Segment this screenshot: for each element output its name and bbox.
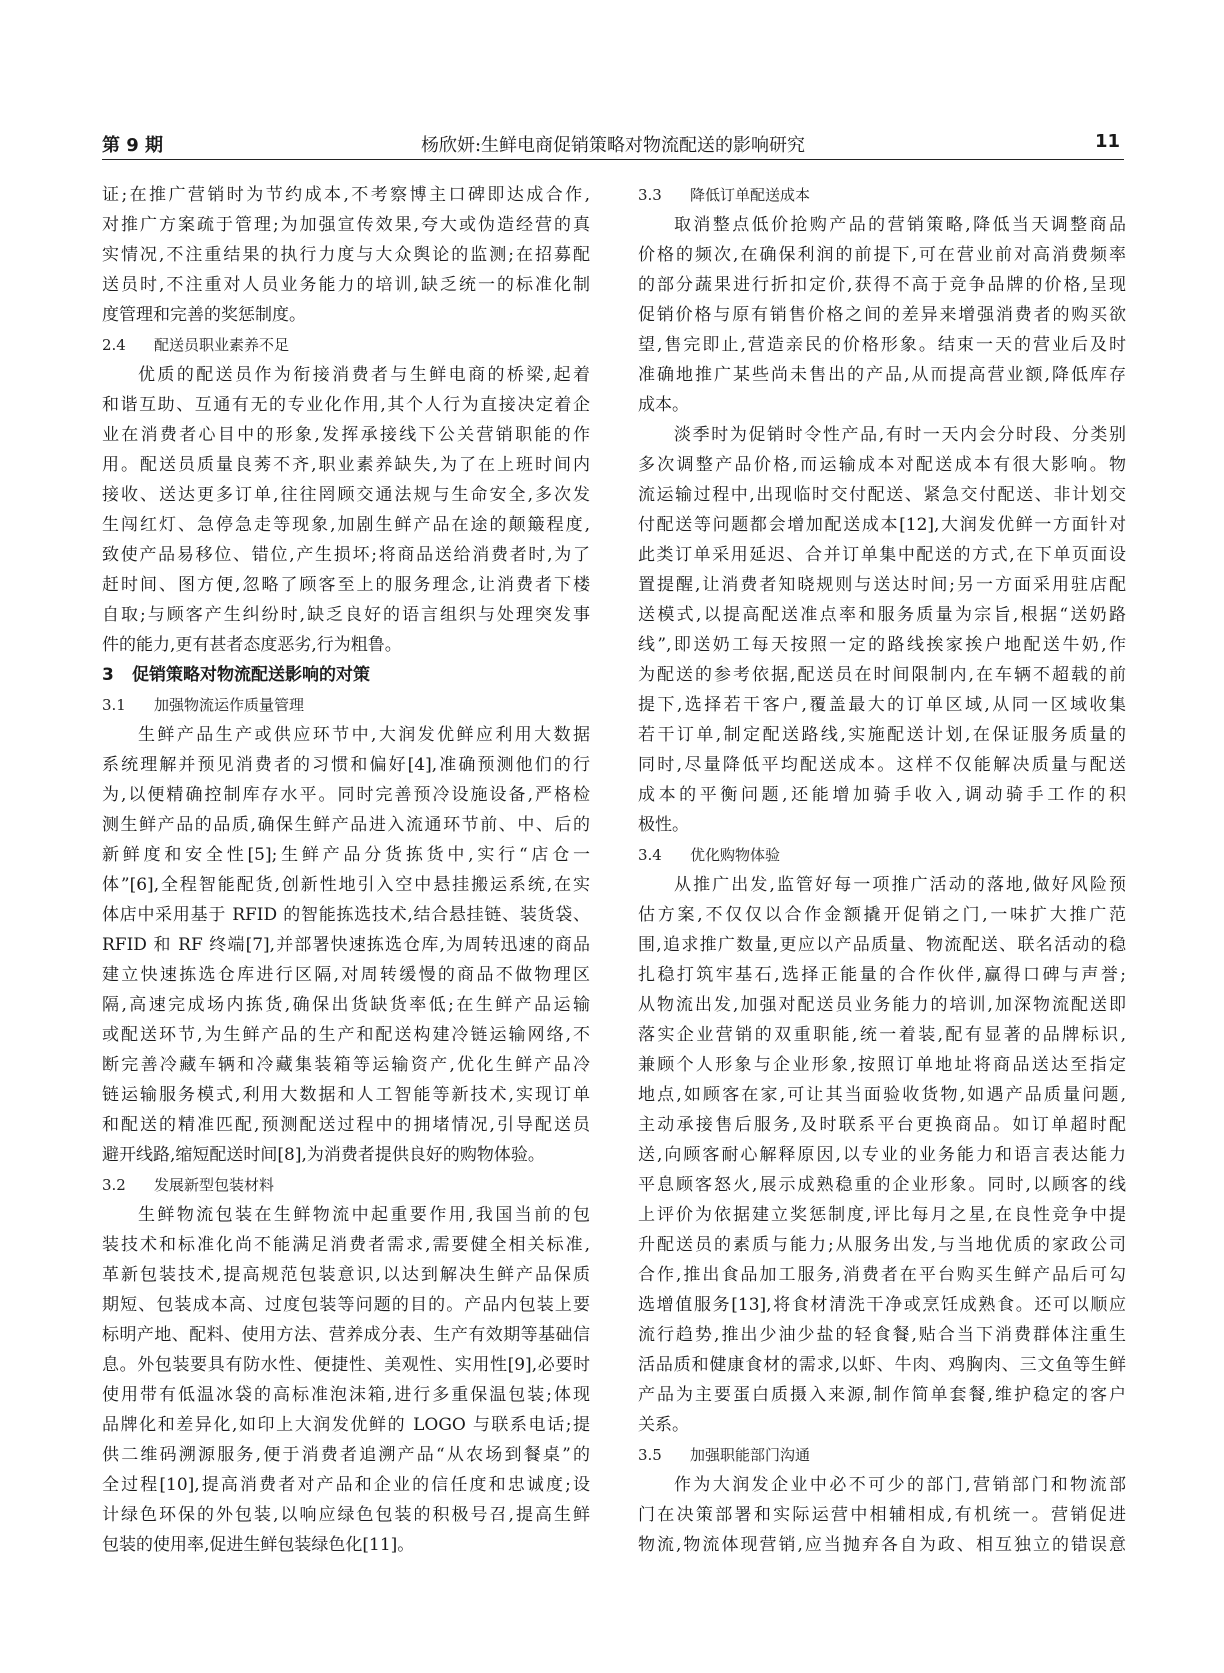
section-title: 降低订单配送成本	[690, 186, 811, 204]
body-text-line: 避开线路,缩短配送时间[8],为消费者提供良好的购物体验。	[102, 1145, 545, 1165]
body-text-line: 围,追求推广数量,更应以产品质量、物流配送、联名活动的稳	[638, 935, 1126, 955]
body-text-line: 为配送的参考依据,配送员在时间限制内,在车辆不超载的前	[638, 665, 1126, 685]
section-number: 3.1	[102, 696, 126, 714]
body-text-line: 极性。	[638, 815, 689, 835]
body-text-line: 或配送环节,为生鲜产品的生产和配送构建冷链运输网络,不	[102, 1025, 590, 1045]
body-text-line: 生闯红灯、急停急走等现象,加剧生鲜产品在途的颠簸程度,	[102, 515, 590, 535]
body-text-line: 业在消费者心目中的形象,发挥承接线下公关营销职能的作	[102, 425, 590, 445]
body-text-line: 期短、包装成本高、过度包装等问题的目的。产品内包装上要	[102, 1295, 590, 1315]
body-text-line: 提下,选择若干客户,覆盖最大的订单区域,从同一区域收集	[638, 695, 1126, 715]
body-text-line: 品牌化和差异化,如印上大润发优鲜的 LOGO 与联系电话;提	[102, 1415, 590, 1435]
body-text-line: 门在决策部署和实际运营中相辅相成,有机统一。营销促进	[638, 1505, 1126, 1525]
body-text-line: 赶时间、图方便,忽略了顾客至上的服务理念,让消费者下楼	[102, 575, 590, 595]
body-text-line: 物流,物流体现营销,应当抛弃各自为政、相互独立的错误意	[638, 1535, 1126, 1555]
body-text-line: 体”[6],全程智能配货,创新性地引入空中悬挂搬运系统,在实	[102, 875, 590, 895]
body-text-line: 流行趋势,推出少油少盐的轻食餐,贴合当下消费群体注重生	[638, 1325, 1126, 1345]
body-text-line: 使用带有低温冰袋的高标准泡沫箱,进行多重保温包装;体现	[102, 1385, 590, 1405]
body-text-line: 装技术和标准化尚不能满足消费者需求,需要健全相关标准,	[102, 1235, 590, 1255]
body-text-line: 自取;与顾客产生纠纷时,缺乏良好的语言组织与处理突发事	[102, 605, 590, 625]
body-text-line: 全过程[10],提高消费者对产品和企业的信任度和忠诚度;设	[102, 1475, 590, 1495]
body-text-line: 优质的配送员作为衔接消费者与生鲜电商的桥梁,起着	[138, 365, 590, 385]
body-text-line: 致使产品易移位、错位,产生损坏;将商品送给消费者时,为了	[102, 545, 590, 565]
section-title: 配送员职业素养不足	[154, 336, 290, 354]
page-number: 11	[1094, 131, 1120, 152]
body-text-line: 和配送的精准匹配,预测配送过程中的拥堵情况,引导配送员	[102, 1115, 590, 1135]
body-text-line: 送员时,不注重对人员业务能力的培训,缺乏统一的标准化制	[102, 275, 590, 295]
body-text-line: 价格的频次,在确保利润的前提下,可在营业前对高消费频率	[638, 245, 1126, 265]
body-text-line: 生鲜物流包装在生鲜物流中起重要作用,我国当前的包	[138, 1205, 590, 1225]
body-text-line: 证;在推广营销时为节约成本,不考察博主口碑即达成合作,	[102, 185, 590, 205]
section-title: 发展新型包装材料	[154, 1176, 275, 1194]
section-number: 3.2	[102, 1176, 126, 1194]
body-text-line: 升配送员的素质与能力;从服务出发,与当地优质的家政公司	[638, 1235, 1126, 1255]
body-text-line: 准确地推广某些尚未售出的产品,从而提高营业额,降低库存	[638, 365, 1126, 385]
body-text-line: RFID 和 RF 终端[7],并部署快速拣选仓库,为周转迅速的商品	[102, 935, 590, 955]
body-text-line: 流运输过程中,出现临时交付配送、紧急交付配送、非计划交	[638, 485, 1126, 505]
body-text-line: 线”,即送奶工每天按照一定的路线挨家挨户地配送牛奶,作	[638, 635, 1126, 655]
body-text-line: 平息顾客怒火,展示成熟稳重的企业形象。同时,以顾客的线	[638, 1175, 1126, 1195]
body-text-line: 兼顾个人形象与企业形象,按照订单地址将商品送达至指定	[638, 1055, 1126, 1075]
body-text-line: 成本的平衡问题,还能增加骑手收入,调动骑手工作的积	[638, 785, 1126, 805]
body-text-line: 地点,如顾客在家,可让其当面验收货物,如遇产品质量问题,	[638, 1085, 1126, 1105]
body-text-line: 包装的使用率,促进生鲜包装绿色化[11]。	[102, 1535, 415, 1555]
subsection-heading	[638, 840, 1126, 870]
body-text-line: 此类订单采用延迟、合并订单集中配送的方式,在下单页面设	[638, 545, 1126, 565]
body-text-line: 接收、送达更多订单,往往罔顾交通法规与生命安全,多次发	[102, 485, 590, 505]
subsection-heading	[102, 1170, 590, 1200]
body-text-line: 促销价格与原有销售价格之间的差异来增强消费者的购买欲	[638, 305, 1126, 325]
body-text-line: 多次调整产品价格,而运输成本对配送成本有很大影响。物	[638, 455, 1126, 475]
body-text-line: 对推广方案疏于管理;为加强宣传效果,夸大或伪造经营的真	[102, 215, 590, 235]
body-text-line: 产品为主要蛋白质摄入来源,制作简单套餐,维护稳定的客户	[638, 1385, 1126, 1405]
right-column	[638, 180, 1126, 1560]
body-text-line: 送模式,以提高配送准点率和服务质量为宗旨,根据“送奶路	[638, 605, 1126, 625]
section-number: 3.4	[638, 846, 662, 864]
body-text-line: 从物流出发,加强对配送员业务能力的培训,加深物流配送即	[638, 995, 1126, 1015]
body-text-line: 上评价为依据建立奖惩制度,评比每月之星,在良性竞争中提	[638, 1205, 1126, 1225]
body-text-line: 同时,尽量降低平均配送成本。这样不仅能解决质量与配送	[638, 755, 1126, 775]
body-text-line: 新鲜度和安全性[5];生鲜产品分货拣货中,实行“店仓一	[102, 845, 590, 865]
body-text-line: 隔,高速完成场内拣货,确保出货缺货率低;在生鲜产品运输	[102, 995, 590, 1015]
body-text-line: 实情况,不注重结果的执行力度与大众舆论的监测;在招募配	[102, 245, 590, 265]
body-text-line: 和谐互助、互通有无的专业化作用,其个人行为直接决定着企	[102, 395, 590, 415]
body-text-line: 置提醒,让消费者知晓规则与送达时间;另一方面采用驻店配	[638, 575, 1126, 595]
body-text-line: 体店中采用基于 RFID 的智能拣选技术,结合悬挂链、装货袋、	[102, 905, 590, 925]
body-text-line: 革新包装技术,提高规范包装意识,以达到解决生鲜产品保质	[102, 1265, 590, 1285]
body-text-line: 标明产地、配料、使用方法、营养成分表、生产有效期等基础信	[102, 1325, 590, 1345]
body-text-line: 生鲜产品生产或供应环节中,大润发优鲜应利用大数据	[138, 725, 590, 745]
body-text-line: 送,向顾客耐心解释原因,以专业的业务能力和语言表达能力	[638, 1145, 1126, 1165]
left-column	[102, 180, 590, 1560]
body-text-line: 从推广出发,监管好每一项推广活动的落地,做好风险预	[674, 875, 1126, 895]
body-text-line: 系统理解并预见消费者的习惯和偏好[4],准确预测他们的行	[102, 755, 590, 775]
section-number: 3	[102, 665, 114, 685]
body-text-line: 淡季时为促销时令性产品,有时一天内会分时段、分类别	[674, 425, 1126, 445]
body-text-line: 链运输服务模式,利用大数据和人工智能等新技术,实现订单	[102, 1085, 590, 1105]
body-text-line: 作为大润发企业中必不可少的部门,营销部门和物流部	[674, 1475, 1126, 1495]
body-text-line: 用。配送员质量良莠不齐,职业素养缺失,为了在上班时间内	[102, 455, 590, 475]
body-text-line: 建立快速拣选仓库进行区隔,对周转缓慢的商品不做物理区	[102, 965, 590, 985]
issue-number: 第 9 期	[102, 135, 164, 156]
body-text-line: 估方案,不仅仅以合作金额撬开促销之门,一味扩大推广范	[638, 905, 1126, 925]
body-text-line: 合作,推出食品加工服务,消费者在平台购买生鲜产品后可勾	[638, 1265, 1126, 1285]
body-text-line: 件的能力,更有甚者态度恶劣,行为粗鲁。	[102, 635, 402, 655]
section-title: 促销策略对物流配送影响的对策	[132, 665, 370, 685]
section-title: 优化购物体验	[690, 846, 781, 864]
body-text-line: 断完善冷藏车辆和冷藏集装箱等运输资产,优化生鲜产品冷	[102, 1055, 590, 1075]
body-text-line: 息。外包装要具有防水性、便捷性、美观性、实用性[9],必要时	[102, 1355, 590, 1375]
section-heading	[102, 660, 590, 690]
section-title: 加强职能部门沟通	[690, 1446, 811, 1464]
body-text-line: 计绿色环保的外包装,以响应绿色包装的积极号召,提高生鲜	[102, 1505, 590, 1525]
body-text-line: 取消整点低价抢购产品的营销策略,降低当天调整商品	[674, 215, 1126, 235]
subsection-heading	[638, 1440, 1126, 1470]
body-text-line: 为,以便精确控制库存水平。同时完善预冷设施设备,严格检	[102, 785, 590, 805]
subsection-heading	[102, 690, 590, 720]
subsection-heading	[102, 330, 590, 360]
body-text-line: 望,售完即止,营造亲民的价格形象。结束一天的营业后及时	[638, 335, 1126, 355]
subsection-heading	[638, 180, 1126, 210]
body-text-line: 选增值服务[13],将食材清洗干净或烹饪成熟食。还可以顺应	[638, 1295, 1126, 1315]
body-text-line: 关系。	[638, 1415, 689, 1435]
body-text-line: 测生鲜产品的品质,确保生鲜产品进入流通环节前、中、后的	[102, 815, 590, 835]
section-number: 3.3	[638, 186, 662, 204]
section-number: 3.5	[638, 1446, 662, 1464]
body-text-line: 成本。	[638, 395, 689, 415]
running-title: 杨欣妍:生鲜电商促销策略对物流配送的影响研究	[420, 135, 806, 156]
running-header	[102, 131, 1124, 160]
body-text-line: 活品质和健康食材的需求,以虾、牛肉、鸡胸肉、三文鱼等生鲜	[638, 1355, 1126, 1375]
body-text-line: 付配送等问题都会增加配送成本[12],大润发优鲜一方面针对	[638, 515, 1126, 535]
body-text-line: 落实企业营销的双重职能,统一着装,配有显著的品牌标识,	[638, 1025, 1126, 1045]
body-text-line: 供二维码溯源服务,便于消费者追溯产品“从农场到餐桌”的	[102, 1445, 590, 1465]
body-text-line: 的部分蔬果进行折扣定价,获得不高于竞争品牌的价格,呈现	[638, 275, 1126, 295]
section-title: 加强物流运作质量管理	[154, 696, 305, 714]
body-text-line: 若干订单,制定配送路线,实施配送计划,在保证服务质量的	[638, 725, 1126, 745]
section-number: 2.4	[102, 336, 126, 354]
body-text-line: 主动承接售后服务,及时联系平台更换商品。如订单超时配	[638, 1115, 1126, 1135]
body-text-line: 扎稳打筑牢基石,选择正能量的合作伙伴,赢得口碑与声誉;	[638, 965, 1126, 985]
body-text-line: 度管理和完善的奖惩制度。	[102, 305, 306, 325]
